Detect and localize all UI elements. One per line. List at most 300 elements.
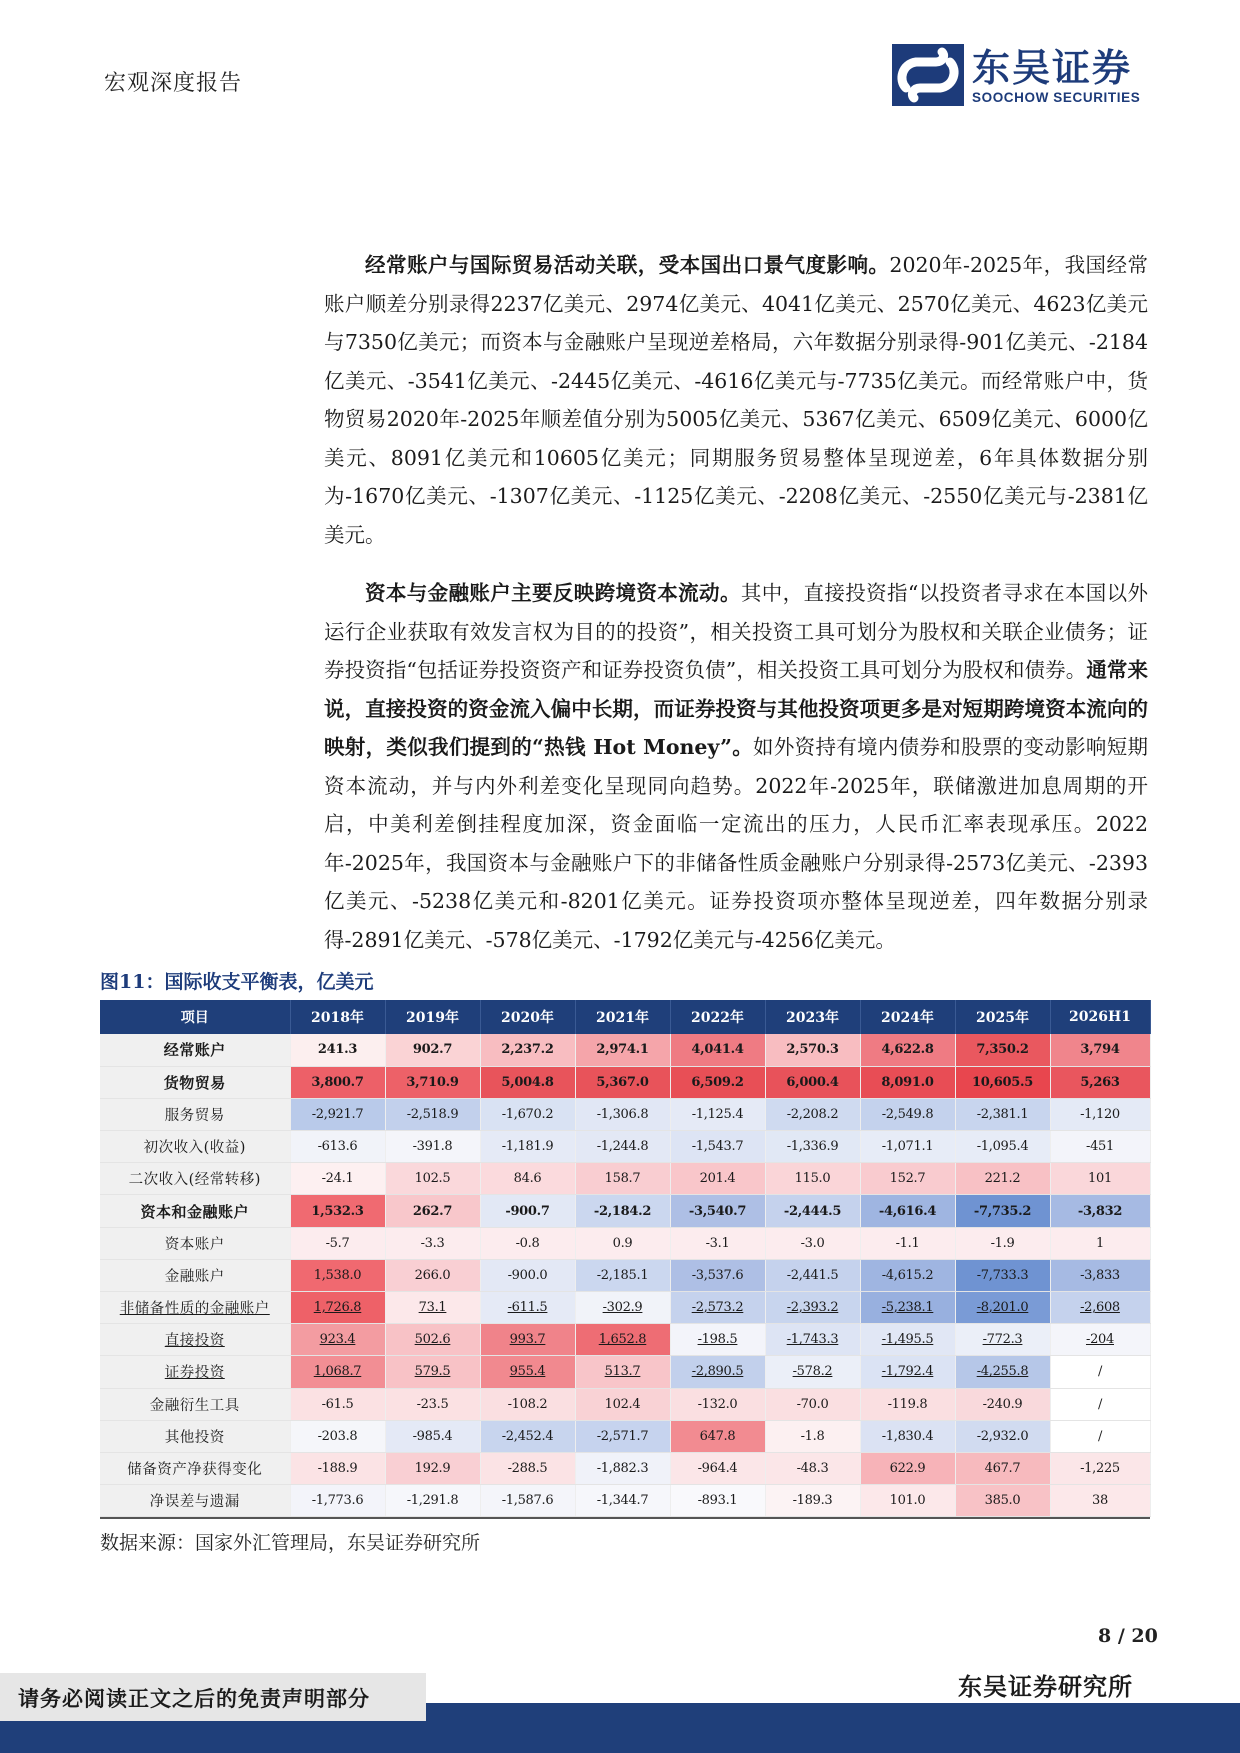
table-cell: [575, 1163, 670, 1195]
table-cell: [670, 1388, 765, 1420]
cell-value: 73.1: [418, 1300, 447, 1316]
table-cell: [765, 1227, 860, 1259]
cell-value: 192.9: [414, 1461, 451, 1477]
row-label: [100, 1259, 290, 1291]
row-label-text: 资本账户: [164, 1236, 225, 1253]
row-label: [100, 1485, 290, 1517]
cell-value: -391.8: [412, 1139, 453, 1155]
cell-value: -1.9: [990, 1235, 1015, 1251]
table-cell: [955, 1324, 1050, 1356]
table-cell: [765, 1356, 860, 1388]
cell-value: -1,495.5: [881, 1332, 934, 1348]
paragraph1-lead: 经常账户与国际贸易活动关联，受本国出口景气度影响。: [365, 253, 890, 277]
disclaimer-text: 请务必阅读正文之后的免责声明部分: [18, 1686, 370, 1711]
row-label: [100, 1292, 290, 1324]
table-row: [100, 1163, 1150, 1195]
cell-value: 3,710.9: [406, 1074, 459, 1090]
cell-value: 158.7: [604, 1171, 641, 1187]
cell-value: -1,830.4: [881, 1428, 934, 1444]
table-header-year: 2026H1: [1050, 1000, 1150, 1034]
table-cell: [765, 1452, 860, 1484]
cell-value: -578.2: [792, 1364, 833, 1380]
row-label: [100, 1098, 290, 1130]
table-cell: [385, 1485, 480, 1517]
table-cell: [670, 1034, 765, 1066]
cell-value: -3,540.7: [688, 1203, 747, 1219]
cell-value: 5,004.8: [501, 1074, 554, 1090]
table-cell: [860, 1131, 955, 1163]
table-cell: [290, 1485, 385, 1517]
cell-value: 923.4: [319, 1332, 356, 1348]
cell-value: -288.5: [507, 1461, 548, 1477]
row-label: [100, 1131, 290, 1163]
row-label-text: 金融衍生工具: [149, 1397, 240, 1414]
table-cell: [575, 1098, 670, 1130]
cell-value: 1: [1096, 1235, 1104, 1251]
cell-value: 201.4: [699, 1171, 736, 1187]
row-label: [100, 1034, 290, 1066]
cell-value: -900.0: [507, 1267, 548, 1283]
paragraph2-body-2: 如外资持有境内债券和股票的变动影响短期资本流动，并与内外利差变化呈现同向趋势。2022年-2025年，联储激进加息周期的开启，中美利差倒挂程度加深，资金面临一定流出的压力，人民币汇率表现承压。2022年-2025年，我国资本与金融账户下的非储备性质金融账户分别录得-2573亿美元、-2393亿美元、-5238亿美元和-8201亿美元。证券投资项亦整体呈现逆差，四年数据分别录得-2891亿美元、-578亿美元、-1792亿美元与-4256亿美元。: [324, 735, 1149, 952]
table-cell: [860, 1034, 955, 1066]
table-cell: [290, 1195, 385, 1227]
cell-value: 1,532.3: [311, 1203, 364, 1219]
table-cell: [575, 1259, 670, 1291]
table-cell: [955, 1420, 1050, 1452]
cell-value: -1,743.3: [786, 1332, 839, 1348]
row-label: [100, 1356, 290, 1388]
company-logo: [892, 44, 1140, 106]
table-cell: [575, 1452, 670, 1484]
cell-value: -2,549.8: [881, 1106, 934, 1122]
row-label-text: 储备资产净获得变化: [127, 1462, 263, 1479]
table-cell: [670, 1452, 765, 1484]
cell-value: -2,185.1: [596, 1267, 649, 1283]
table-cell: [385, 1034, 480, 1066]
table-cell: [1050, 1452, 1150, 1484]
table-cell: [575, 1356, 670, 1388]
cell-value: 5,367.0: [596, 1074, 649, 1090]
cell-value: -61.5: [321, 1396, 354, 1412]
table-cell: [670, 1292, 765, 1324]
balance-of-payments-table-container: [100, 1000, 1150, 1519]
table-row: [100, 1388, 1150, 1420]
table-cell: [955, 1195, 1050, 1227]
row-label-text: 非储备性质的金融账户: [119, 1301, 270, 1318]
table-cell: [955, 1034, 1050, 1066]
table-header-item: 项目: [100, 1000, 290, 1034]
table-cell: [480, 1066, 575, 1098]
cell-value: -48.3: [796, 1461, 829, 1477]
table-cell: [480, 1098, 575, 1130]
table-cell: [290, 1324, 385, 1356]
table-row: [100, 1452, 1150, 1484]
cell-value: -203.8: [317, 1428, 358, 1444]
cell-value: 622.9: [889, 1461, 926, 1477]
row-label-text: 净误差与遗漏: [149, 1494, 240, 1511]
cell-value: 4,041.4: [691, 1042, 744, 1058]
table-cell: [575, 1324, 670, 1356]
paragraph2-lead: 资本与金融账户主要反映跨境资本流动。: [365, 581, 741, 605]
cell-value: 2,974.1: [596, 1042, 649, 1058]
cell-value: /: [1097, 1364, 1103, 1380]
table-cell: [1050, 1098, 1150, 1130]
table-row: [100, 1485, 1150, 1517]
cell-value: -132.0: [697, 1396, 738, 1412]
cell-value: -3,833: [1080, 1267, 1120, 1283]
table-cell: [385, 1131, 480, 1163]
table-cell: [480, 1485, 575, 1517]
cell-value: -1.1: [895, 1235, 920, 1251]
table-cell: [860, 1259, 955, 1291]
table-cell: [765, 1388, 860, 1420]
cell-value: 955.4: [509, 1364, 546, 1380]
cell-value: 1,726.8: [313, 1300, 362, 1316]
soochow-logo-icon: [892, 44, 964, 106]
table-cell: [1050, 1227, 1150, 1259]
cell-value: 10,605.5: [972, 1074, 1033, 1090]
table-cell: [1050, 1259, 1150, 1291]
table-cell: [480, 1356, 575, 1388]
cell-value: 902.7: [412, 1042, 453, 1058]
table-header-year: 2023年: [765, 1000, 860, 1034]
table-cell: [575, 1388, 670, 1420]
table-cell: [1050, 1485, 1150, 1517]
table-cell: [860, 1066, 955, 1098]
cell-value: -204: [1085, 1332, 1114, 1348]
table-cell: [670, 1131, 765, 1163]
cell-value: -23.5: [416, 1396, 449, 1412]
data-source: 数据来源：国家外汇管理局，东吴证券研究所: [100, 1532, 481, 1554]
table-cell: [385, 1227, 480, 1259]
table-cell: [860, 1163, 955, 1195]
cell-value: /: [1097, 1396, 1103, 1412]
row-label: [100, 1227, 290, 1259]
table-cell: [480, 1452, 575, 1484]
cell-value: -985.4: [412, 1428, 453, 1444]
logo-english-name: SOOCHOW SECURITIES: [972, 89, 1141, 105]
table-cell: [670, 1227, 765, 1259]
cell-value: -2,573.2: [691, 1300, 744, 1316]
cell-value: -3,537.6: [691, 1267, 744, 1283]
cell-value: -2,571.7: [596, 1428, 649, 1444]
table-cell: [670, 1066, 765, 1098]
cell-value: 502.6: [414, 1332, 451, 1348]
table-cell: [290, 1227, 385, 1259]
cell-value: 513.7: [604, 1364, 641, 1380]
row-label-text: 资本和金融账户: [140, 1202, 249, 1221]
table-cell: [955, 1356, 1050, 1388]
cell-value: 5,263: [1080, 1074, 1120, 1090]
table-cell: [480, 1292, 575, 1324]
table-cell: [765, 1066, 860, 1098]
table-cell: [480, 1259, 575, 1291]
cell-value: 241.3: [317, 1042, 358, 1058]
cell-value: -1,344.7: [596, 1493, 649, 1509]
table-cell: [575, 1034, 670, 1066]
table-header-year: 2020年: [480, 1000, 575, 1034]
cell-value: -7,735.2: [973, 1203, 1032, 1219]
table-cell: [955, 1259, 1050, 1291]
table-bottom-rule: [100, 1517, 1150, 1519]
table-cell: [765, 1163, 860, 1195]
cell-value: -2,184.2: [593, 1203, 652, 1219]
table-cell: [385, 1066, 480, 1098]
table-cell: [385, 1098, 480, 1130]
cell-value: -900.7: [505, 1203, 550, 1219]
table-cell: [955, 1098, 1050, 1130]
cell-value: -5,238.1: [881, 1300, 934, 1316]
cell-value: 101.0: [889, 1493, 926, 1509]
cell-value: -119.8: [887, 1396, 928, 1412]
cell-value: 115.0: [794, 1171, 831, 1187]
table-cell: [860, 1195, 955, 1227]
cell-value: -2,381.1: [976, 1106, 1029, 1122]
cell-value: -2,452.4: [501, 1428, 554, 1444]
table-cell: [290, 1259, 385, 1291]
page-number: 8 / 20: [1098, 1625, 1158, 1647]
row-label-text: 服务贸易: [164, 1107, 225, 1124]
cell-value: 84.6: [513, 1171, 542, 1187]
cell-value: 4,622.8: [881, 1042, 934, 1058]
row-label-text: 货物贸易: [163, 1073, 226, 1092]
table-cell: [290, 1163, 385, 1195]
cell-value: 647.8: [699, 1428, 736, 1444]
cell-value: -3,832: [1077, 1203, 1123, 1219]
cell-value: 3,794: [1080, 1042, 1120, 1058]
table-cell: [860, 1324, 955, 1356]
cell-value: -4,615.2: [881, 1267, 934, 1283]
table-row: [100, 1420, 1150, 1452]
cell-value: 467.7: [984, 1461, 1021, 1477]
cell-value: 1,068.7: [313, 1364, 362, 1380]
table-cell: [955, 1485, 1050, 1517]
table-cell: [480, 1034, 575, 1066]
table-cell: [1050, 1324, 1150, 1356]
table-cell: [765, 1485, 860, 1517]
table-cell: [575, 1420, 670, 1452]
row-label-text: 其他投资: [164, 1429, 225, 1446]
cell-value: -1,336.9: [786, 1139, 839, 1155]
cell-value: -4,616.4: [878, 1203, 937, 1219]
table-cell: [290, 1066, 385, 1098]
table-cell: [480, 1163, 575, 1195]
table-header-row: [100, 1000, 1150, 1034]
row-label: [100, 1066, 290, 1098]
cell-value: 1,538.0: [313, 1267, 362, 1283]
cell-value: -1,773.6: [311, 1493, 364, 1509]
table-row: [100, 1131, 1150, 1163]
table-header-year: 2018年: [290, 1000, 385, 1034]
cell-value: -4,255.8: [976, 1364, 1029, 1380]
cell-value: -24.1: [321, 1171, 354, 1187]
table-cell: [290, 1131, 385, 1163]
table-cell: [670, 1485, 765, 1517]
row-label-text: 二次收入(经常转移): [128, 1172, 261, 1189]
cell-value: -302.9: [602, 1300, 643, 1316]
row-label-text: 初次收入(收益): [143, 1140, 246, 1157]
paragraph1-body: 2020年-2025年，我国经常账户顺差分别录得2237亿美元、2974亿美元、4041亿美元、2570亿美元、4623亿美元与7350亿美元；而资本与金融账户呈现逆差格局，六年数据分别录得-901亿美元、-2184亿美元、-3541亿美元、-2445亿美元、-4616亿美元与-7735亿美元。而经常账户中，货物贸易2020年-2025年顺差值分别为5005亿美元、5367亿美元、6509亿美元、6000亿美元、8091亿美元和10605亿美元；同期服务贸易整体呈现逆差，6年具体数据分别为-1670亿美元、-1307亿美元、-1125亿美元、-2208亿美元、-2550亿美元与-2381亿美元。: [324, 253, 1149, 547]
table-cell: [955, 1227, 1050, 1259]
cell-value: -611.5: [507, 1300, 548, 1316]
cell-value: 38: [1092, 1493, 1108, 1509]
cell-value: -5.7: [325, 1235, 350, 1251]
figure-title: 图11：国际收支平衡表，亿美元: [100, 971, 374, 993]
table-cell: [290, 1034, 385, 1066]
table-cell: [955, 1163, 1050, 1195]
table-cell: [385, 1163, 480, 1195]
cell-value: -3.1: [705, 1235, 730, 1251]
table-row: [100, 1034, 1150, 1066]
paragraph2-body-1: 其中，直接投资指“以投资者寻求在本国以外运行企业获取有效发言权为目的的投资”，相关投资工具可划分为股权和关联企业债务；证券投资指“包括证券投资资产和证券投资负债”，相关投资工具可划分为股权和债券。: [324, 581, 1149, 682]
table-cell: [1050, 1131, 1150, 1163]
table-body: [100, 1034, 1150, 1517]
cell-value: -108.2: [507, 1396, 548, 1412]
cell-value: -1,125.4: [691, 1106, 744, 1122]
table-cell: [670, 1195, 765, 1227]
row-label: [100, 1420, 290, 1452]
cell-value: 579.5: [414, 1364, 451, 1380]
cell-value: 8,091.0: [881, 1074, 934, 1090]
cell-value: -772.3: [982, 1332, 1023, 1348]
cell-value: 7,350.2: [976, 1042, 1029, 1058]
cell-value: 221.2: [984, 1171, 1021, 1187]
cell-value: 6,000.4: [786, 1074, 839, 1090]
table-cell: [765, 1098, 860, 1130]
cell-value: 0.9: [612, 1235, 633, 1251]
cell-value: 262.7: [412, 1203, 453, 1219]
row-label: [100, 1452, 290, 1484]
table-cell: [860, 1485, 955, 1517]
cell-value: -2,608: [1080, 1300, 1120, 1316]
table-cell: [860, 1098, 955, 1130]
cell-value: -70.0: [796, 1396, 829, 1412]
table-header-year: 2019年: [385, 1000, 480, 1034]
table-cell: [765, 1195, 860, 1227]
row-label-text: 经常账户: [163, 1041, 226, 1060]
table-cell: [1050, 1163, 1150, 1195]
cell-value: 102.4: [604, 1396, 641, 1412]
cell-value: -2,208.2: [786, 1106, 839, 1122]
table-cell: [1050, 1388, 1150, 1420]
cell-value: 385.0: [984, 1493, 1021, 1509]
table-cell: [575, 1227, 670, 1259]
table-cell: [670, 1259, 765, 1291]
cell-value: 6,509.2: [691, 1074, 744, 1090]
cell-value: -240.9: [982, 1396, 1023, 1412]
cell-value: -1,181.9: [501, 1139, 554, 1155]
table-cell: [575, 1485, 670, 1517]
cell-value: -451: [1085, 1139, 1114, 1155]
table-cell: [860, 1292, 955, 1324]
cell-value: -7,733.3: [976, 1267, 1029, 1283]
row-label: [100, 1195, 290, 1227]
row-label-text: 金融账户: [164, 1268, 225, 1285]
cell-value: -1.8: [800, 1428, 825, 1444]
table-cell: [670, 1420, 765, 1452]
table-cell: [1050, 1195, 1150, 1227]
cell-value: -613.6: [317, 1139, 358, 1155]
table-cell: [860, 1420, 955, 1452]
table-cell: [860, 1227, 955, 1259]
table-cell: [385, 1356, 480, 1388]
cell-value: -198.5: [697, 1332, 738, 1348]
table-cell: [1050, 1420, 1150, 1452]
table-cell: [480, 1131, 575, 1163]
cell-value: -2,890.5: [691, 1364, 744, 1380]
table-row: [100, 1227, 1150, 1259]
table-cell: [385, 1388, 480, 1420]
table-cell: [860, 1388, 955, 1420]
table-cell: [765, 1034, 860, 1066]
row-label: [100, 1388, 290, 1420]
cell-value: 101: [1088, 1171, 1112, 1187]
table-cell: [955, 1066, 1050, 1098]
cell-value: -1,071.1: [881, 1139, 934, 1155]
table-cell: [575, 1066, 670, 1098]
cell-value: -1,543.7: [691, 1139, 744, 1155]
row-label: [100, 1163, 290, 1195]
cell-value: -3.3: [420, 1235, 445, 1251]
cell-value: -1,306.8: [596, 1106, 649, 1122]
table-cell: [480, 1388, 575, 1420]
table-cell: [670, 1098, 765, 1130]
table-cell: [765, 1420, 860, 1452]
table-cell: [1050, 1356, 1150, 1388]
cell-value: 266.0: [414, 1267, 451, 1283]
table-cell: [1050, 1066, 1150, 1098]
cell-value: -1,587.6: [501, 1493, 554, 1509]
table-row: [100, 1292, 1150, 1324]
table-header-year: 2022年: [670, 1000, 765, 1034]
table-cell: [290, 1420, 385, 1452]
logo-chinese-name: 东吴证券: [972, 45, 1133, 90]
table-cell: [385, 1452, 480, 1484]
table-row: [100, 1195, 1150, 1227]
row-label: [100, 1324, 290, 1356]
table-cell: [385, 1195, 480, 1227]
table-cell: [290, 1388, 385, 1420]
paragraph2-emphasis: 通常来说，直接投资的资金流入偏中长期，而证券投资与其他投资项更多是对短期跨境资本流向的映射，类似我们提到的“热钱 Hot Money”。: [324, 658, 1149, 759]
cell-value: 3,800.7: [311, 1074, 364, 1090]
cell-value: -1,792.4: [881, 1364, 934, 1380]
table-cell: [765, 1259, 860, 1291]
cell-value: -2,921.7: [311, 1106, 364, 1122]
table-cell: [480, 1420, 575, 1452]
table-cell: [860, 1452, 955, 1484]
table-row: [100, 1356, 1150, 1388]
table-row: [100, 1066, 1150, 1098]
cell-value: -2,441.5: [786, 1267, 839, 1283]
table-cell: [860, 1356, 955, 1388]
table-cell: [1050, 1034, 1150, 1066]
table-cell: [480, 1227, 575, 1259]
row-label-text: 直接投资: [164, 1333, 225, 1350]
paragraph-capital-account: [324, 574, 1148, 959]
cell-value: 152.7: [889, 1171, 926, 1187]
table-cell: [290, 1452, 385, 1484]
table-cell: [670, 1356, 765, 1388]
cell-value: -893.1: [697, 1493, 738, 1509]
cell-value: -1,670.2: [501, 1106, 554, 1122]
table-cell: [480, 1324, 575, 1356]
table-cell: [955, 1292, 1050, 1324]
cell-value: -1,291.8: [406, 1493, 459, 1509]
table-cell: [765, 1324, 860, 1356]
cell-value: -1,244.8: [596, 1139, 649, 1155]
table-cell: [290, 1292, 385, 1324]
cell-value: -189.3: [792, 1493, 833, 1509]
